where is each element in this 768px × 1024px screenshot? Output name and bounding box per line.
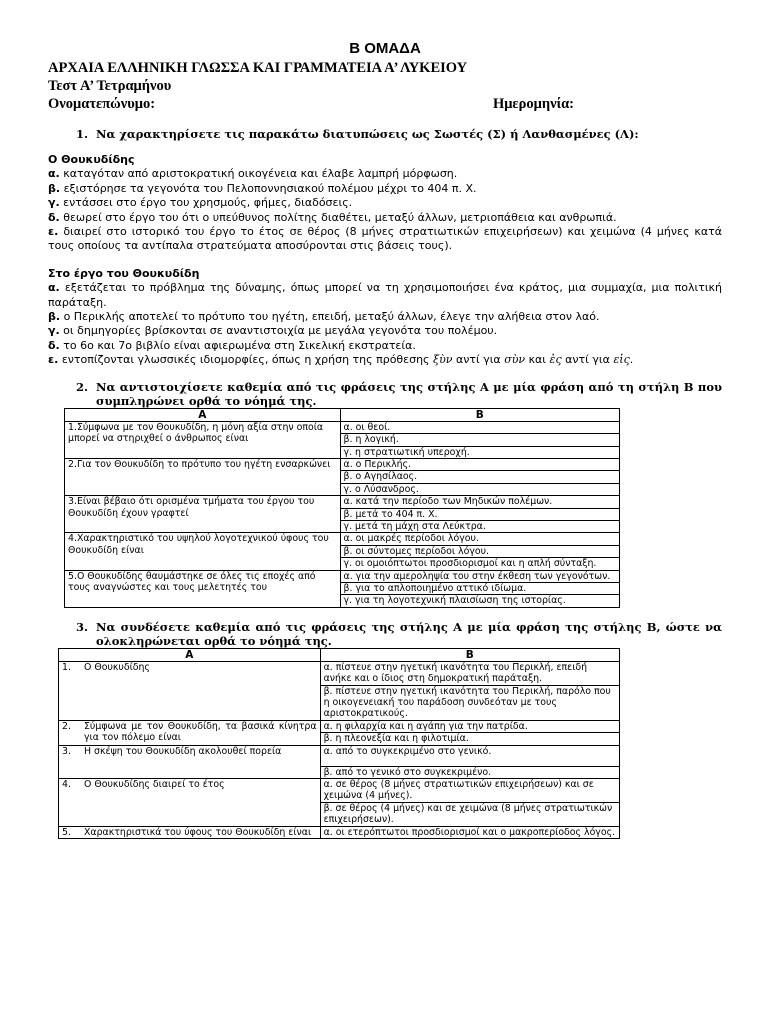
statement-text: αντί για bbox=[565, 353, 610, 367]
statement-letter: β. bbox=[48, 310, 61, 324]
statement-text: εξιστόρησε τα γεγονότα του Πελοποννησιακού πολέμου μέχρι το 404 π. Χ. bbox=[63, 181, 477, 195]
statement-letter: ε. bbox=[48, 225, 59, 239]
matching-table-q2 bbox=[64, 408, 620, 608]
phrase-b: β. η λογική. bbox=[340, 434, 619, 446]
phrase-a bbox=[59, 661, 321, 720]
statement-text: ο Περικλής αποτελεί το πρότυπο του ηγέτη, επειδή, μεταξύ άλλων, έλεγε την αλήθεια στον λαό. bbox=[63, 310, 600, 324]
phrase-b: β. από το γενικό στο συγκεκριμένο. bbox=[320, 766, 619, 778]
phrase-a bbox=[59, 720, 321, 745]
phrase-a: 3.Είναι βέβαιο ότι ορισμένα τμήματα του έργου του Θουκυδίδη έχουν γραφτεί bbox=[65, 496, 341, 533]
phrase-b: α. από το συγκεκριμένο στο γενικό. bbox=[320, 745, 619, 766]
phrase-a-text: Χαρακτηριστικά του ύφους του Θουκυδίδη είναι bbox=[84, 826, 312, 838]
statement-text: θεωρεί στο έργο του ότι ο υπεύθυνος πολίτης διαθέτει, μεταξύ άλλων, μετριοπάθεια και ανθρωπιά. bbox=[63, 210, 617, 224]
statement-item bbox=[48, 324, 722, 338]
phrase-b: β. μετά το 404 π. Χ. bbox=[340, 508, 619, 520]
statement-item bbox=[48, 225, 722, 254]
section-heading: Στο έργο του Θουκυδίδη bbox=[48, 266, 200, 280]
name-label: Ονοματεπώνυμο: bbox=[48, 96, 156, 112]
table-row bbox=[59, 661, 620, 685]
statement-item bbox=[48, 167, 722, 181]
phrase-a: 5.Ο Θουκυδίδης θαυμάστηκε σε όλες τις εποχές από τους αναγνώστες και τους μελετητές του bbox=[65, 570, 341, 607]
phrase-b: γ. ο Λύσανδρος. bbox=[340, 483, 619, 495]
statement-text: οι δημηγορίες βρίσκονται σε αναντιστοιχία με μεγάλα γεγονότα του πολέμου. bbox=[63, 324, 498, 338]
question-text: Να αντιστοιχίσετε καθεμία από τις φράσεις της στήλης Α με μία φράση από τη στήλη Β που συμπληρώνει ορθά το νόημά της. bbox=[96, 379, 722, 408]
statement-letter: δ. bbox=[48, 210, 60, 224]
statement-text: εντάσσει στο έργο του χρησμούς, φήμες, διαδόσεις. bbox=[63, 196, 353, 210]
statement-letter: δ. bbox=[48, 338, 60, 352]
column-b-header: Β bbox=[340, 408, 619, 421]
statement-letter: ε. bbox=[48, 353, 59, 367]
row-number: 2. bbox=[62, 720, 71, 732]
row-number: 1. bbox=[62, 661, 71, 673]
phrase-b: β. ο Αγησίλαος. bbox=[340, 471, 619, 483]
table-row bbox=[65, 496, 620, 508]
phrase-a-text: Η σκέψη του Θουκυδίδη ακολουθεί πορεία bbox=[84, 745, 282, 757]
section-thucydides bbox=[48, 153, 722, 254]
phrase-a-text: Σύμφωνα με τον Θουκυδίδη, τα βασικά κίνητρα για τον πόλεμο είναι bbox=[84, 720, 317, 744]
question-text: Να συνδέσετε καθεμία από τις φράσεις της στήλης Α με μία φράση της στήλης Β, ώστε να ολοκληρώνεται ορθά το νόημά της. bbox=[96, 619, 722, 648]
phrase-b: β. η πλεονεξία και η φιλοτιμία. bbox=[320, 733, 619, 745]
subject-title: ΑΡΧΑΙΑ ΕΛΛΗΝΙΚΗ ΓΛΩΣΣΑ ΚΑΙ ΓΡΑΜΜΑΤΕΙΑ Α’ ΛΥΚΕΙΟΥ bbox=[48, 60, 468, 76]
table-row bbox=[59, 826, 620, 838]
phrase-b: β. σε θέρος (4 μήνες) και σε χειμώνα (8 μήνες στρατιωτικών επιχειρήσεων). bbox=[320, 802, 619, 826]
statement-letter: γ. bbox=[48, 324, 60, 338]
statement-text: καταγόταν από αριστοκρατική οικογένεια και έλαβε λαμπρή μόρφωση. bbox=[63, 167, 458, 181]
statement-letter: α. bbox=[48, 281, 60, 295]
worksheet-page bbox=[48, 40, 722, 839]
question-1 bbox=[48, 127, 722, 141]
question-number: 2. bbox=[75, 379, 88, 394]
statement-text: το 6ο και 7ο βιβλίο είναι αφιερωμένα στη Σικελική εκστρατεία. bbox=[63, 338, 416, 352]
phrase-b: β. οι σύντομες περίοδοι λόγου. bbox=[340, 545, 619, 557]
greek-word: ξὺν bbox=[433, 353, 453, 367]
phrase-b: α. οι μακρές περίοδοι λόγου. bbox=[340, 533, 619, 545]
phrase-b: α. σε θέρος (8 μήνες στρατιωτικών επιχειρήσεων) και σε χειμώνα (4 μήνες). bbox=[320, 779, 619, 803]
statement-item bbox=[48, 339, 722, 353]
question-number: 1. bbox=[75, 127, 88, 141]
phrase-a bbox=[59, 779, 321, 827]
question-number: 3. bbox=[75, 619, 88, 634]
phrase-a: 1.Σύμφωνα με τον Θουκυδίδη, η μόνη αξία στην οποία μπορεί να στηριχθεί ο άνθρωπος είναι bbox=[65, 421, 341, 458]
phrase-b: γ. για τη λογοτεχνική πλαισίωση της ιστορίας. bbox=[340, 595, 619, 607]
statement-text: εντοπίζονται γλωσσικές ιδιομορφίες, όπως η χρήση της πρόθεσης bbox=[61, 353, 430, 367]
table-row bbox=[65, 570, 620, 582]
phrase-b: α. πίστευε στην ηγετική ικανότητα του Περικλή, επειδή ανήκε και ο ίδιος στη δημοκρατική παράταξη. bbox=[320, 661, 619, 685]
statement-item bbox=[48, 281, 722, 310]
phrase-a bbox=[59, 745, 321, 778]
statement-text: διαιρεί στο ιστορικό του έργο το έτος σε θέρος (8 μήνες στρατιωτικών επιχειρήσεων) και χειμώνα (4 μήνες κατά τους οποίους τα αντίπαλα στρατεύματα αποσύρονται στις βάσεις τους). bbox=[48, 225, 723, 253]
phrase-b: β. για το απλοποιημένο αττικό ιδίωμα. bbox=[340, 582, 619, 594]
phrase-b: γ. μετά τη μάχη στα Λεύκτρα. bbox=[340, 520, 619, 532]
statement-item: ε. εντοπίζονται γλωσσικές ιδιομορφίες, όπως η χρήση της πρόθεσης ξὺν αντί για σὺν και ἐς αντί για εἰς. bbox=[48, 353, 634, 367]
table-row bbox=[59, 779, 620, 803]
phrase-a: 2.Για τον Θουκυδίδη το πρότυπο του ηγέτη ενσαρκώνει bbox=[65, 458, 341, 495]
question-2 bbox=[48, 380, 722, 408]
phrase-a bbox=[59, 826, 321, 838]
question-3 bbox=[48, 620, 722, 648]
greek-word: ἐς bbox=[549, 353, 562, 367]
greek-word: σὺν bbox=[504, 353, 526, 367]
statement-item bbox=[48, 196, 722, 210]
greek-word: εἰς bbox=[613, 353, 630, 367]
group-title: Β ΟΜΑΔΑ bbox=[349, 40, 421, 57]
statement-item bbox=[48, 211, 722, 225]
row-number: 3. bbox=[62, 745, 71, 757]
statement-letter: α. bbox=[48, 167, 60, 181]
statement-item bbox=[48, 310, 722, 324]
phrase-b: β. πίστευε στην ηγετική ικανότητα του Περικλή, παρόλο που η οικογενειακή του παράδοση συνδεόταν με τους αριστοκρατικούς. bbox=[320, 685, 619, 720]
phrase-b: α. οι ετερόπτωτοι προσδιορισμοί και ο μακροπερίοδος λόγος. bbox=[320, 826, 619, 838]
phrase-b: α. κατά την περίοδο των Μηδικών πολέμων. bbox=[340, 496, 619, 508]
table-row bbox=[59, 720, 620, 732]
table-row bbox=[65, 458, 620, 470]
question-text: Να χαρακτηρίσετε τις παρακάτω διατυπώσεις ως Σωστές (Σ) ή Λανθασμένες (Λ): bbox=[96, 127, 639, 141]
column-b-header: Β bbox=[320, 648, 619, 661]
phrase-b: γ. η στρατιωτική υπεροχή. bbox=[340, 446, 619, 458]
phrase-b: α. η φιλαρχία και η αγάπη για την πατρίδα. bbox=[320, 720, 619, 732]
table-row bbox=[65, 421, 620, 433]
phrase-b: α. για την αμεροληψία του στην έκθεση των γεγονότων. bbox=[340, 570, 619, 582]
name-date-row bbox=[48, 95, 722, 113]
table-row bbox=[65, 533, 620, 545]
row-number: 4. bbox=[62, 779, 71, 791]
phrase-a-text: Ο Θουκυδίδης διαιρεί το έτος bbox=[84, 779, 225, 791]
phrase-a: 4.Χαρακτηριστικό του υψηλού λογοτεχνικού ύφους του Θουκυδίδη είναι bbox=[65, 533, 341, 570]
statement-text: αντί για bbox=[455, 353, 501, 367]
phrase-b: α. ο Περικλής. bbox=[340, 458, 619, 470]
row-number: 5. bbox=[62, 826, 71, 838]
phrase-a-text: Ο Θουκυδίδης bbox=[84, 661, 150, 673]
column-a-header: Α bbox=[65, 408, 341, 421]
statement-letter: β. bbox=[48, 181, 61, 195]
date-label: Ημερομηνία: bbox=[492, 96, 574, 112]
phrase-b: α. οι θεοί. bbox=[340, 421, 619, 433]
table-row bbox=[59, 745, 620, 766]
test-title: Τεστ Α’ Τετραμήνου bbox=[48, 78, 172, 94]
section-heading: Ο Θουκυδίδης bbox=[48, 153, 135, 166]
statement-text: και bbox=[528, 353, 547, 367]
phrase-b: γ. οι ομοιόπτωτοι προσδιορισμοί και η απλή σύνταξη. bbox=[340, 558, 619, 570]
section-work bbox=[48, 267, 722, 368]
column-a-header: Α bbox=[59, 648, 321, 661]
statement-text: εξετάζεται το πρόβλημα της δύναμης, όπως μπορεί να τη χρησιμοποιήσει ένα κράτος, μια συμμαχία, μια πολιτική παράταξη. bbox=[48, 281, 722, 309]
statement-letter: γ. bbox=[48, 196, 60, 210]
statement-item bbox=[48, 182, 722, 196]
matching-table-q3 bbox=[58, 648, 620, 839]
